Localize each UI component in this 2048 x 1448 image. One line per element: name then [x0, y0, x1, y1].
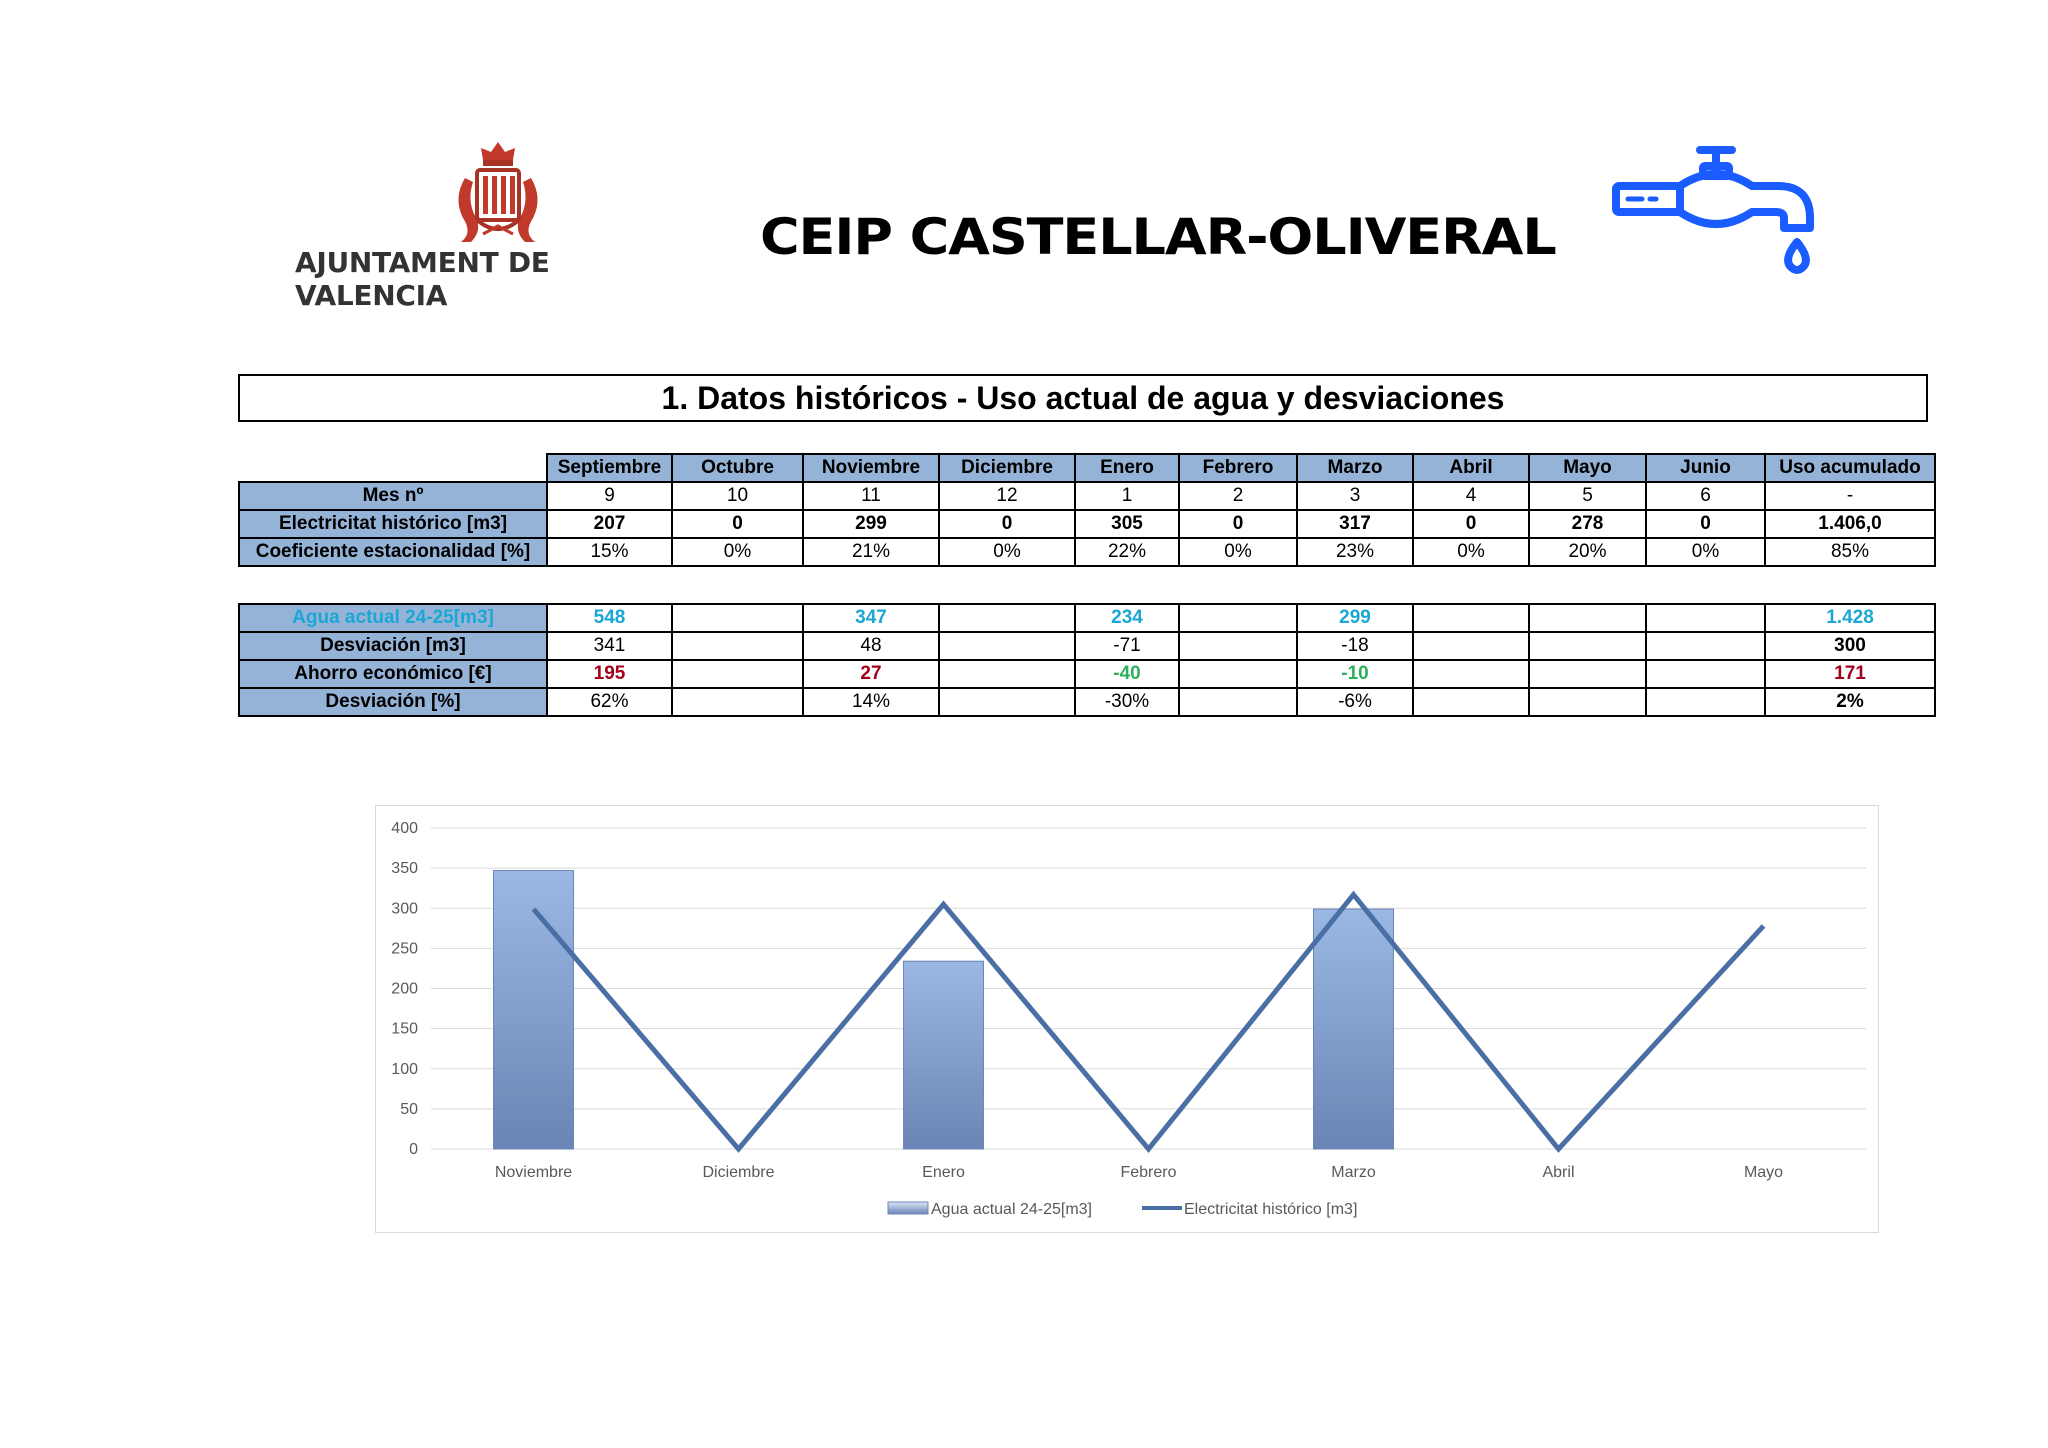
table-cell: 305 [1075, 510, 1179, 538]
table-cell [939, 688, 1075, 716]
page-header [0, 0, 2048, 312]
table-cell: 5 [1529, 482, 1646, 510]
water-usage-chart [376, 806, 1878, 1232]
legend-swatch-bar [888, 1202, 928, 1214]
table-cell: 23% [1297, 538, 1413, 566]
table-cell: 234 [1075, 604, 1179, 632]
table-cell [1413, 632, 1529, 660]
x-tick-label: Febrero [1120, 1164, 1177, 1181]
table-cell: 10 [672, 482, 803, 510]
table-row [239, 604, 1935, 632]
table-row [239, 538, 1935, 566]
section-title: 1. Datos históricos - Uso actual de agua y desviaciones [238, 374, 1928, 422]
y-tick-label: 0 [409, 1141, 418, 1158]
table-cell [1179, 688, 1297, 716]
table-cell: 0% [939, 538, 1075, 566]
table-cell: 171 [1765, 660, 1935, 688]
row-label: Agua actual 24-25[m3] [239, 604, 547, 632]
table-cell: 299 [1297, 604, 1413, 632]
x-tick-label: Mayo [1743, 1164, 1784, 1181]
table-cell [672, 660, 803, 688]
table-cell [1413, 660, 1529, 688]
table-cell: 548 [547, 604, 672, 632]
table-cell: 1.428 [1765, 604, 1935, 632]
table-cell [1646, 660, 1765, 688]
city-coat-of-arms-icon [443, 138, 553, 248]
table-cell: -71 [1075, 632, 1179, 660]
table-cell [1529, 604, 1646, 632]
x-tick-label: Enero [922, 1164, 965, 1181]
table-cell: 347 [803, 604, 939, 632]
table-cell: -40 [1075, 660, 1179, 688]
row-label: Mes nº [239, 482, 547, 510]
column-header: Enero [1075, 454, 1179, 482]
table-cell [1179, 632, 1297, 660]
column-header: Mayo [1529, 454, 1646, 482]
y-tick-label: 200 [391, 980, 418, 998]
table-cell [939, 632, 1075, 660]
table-cell [1646, 604, 1765, 632]
y-tick-label: 100 [391, 1060, 418, 1078]
row-label: Coeficiente estacionalidad [%] [239, 538, 547, 566]
column-header: Abril [1413, 454, 1529, 482]
table-cell: -6% [1297, 688, 1413, 716]
table-cell [672, 688, 803, 716]
table-cell: -18 [1297, 632, 1413, 660]
table-row [239, 482, 1935, 510]
table-cell: 195 [547, 660, 672, 688]
bar-agua-actual [904, 961, 984, 1149]
legend-label-line: Electricitat histórico [m3] [1184, 1201, 1358, 1218]
table-cell: 278 [1529, 510, 1646, 538]
table-cell: 6 [1646, 482, 1765, 510]
table-cell [1529, 688, 1646, 716]
table-cell: 62% [547, 688, 672, 716]
school-name: CEIP CASTELLAR-OLIVERAL [760, 208, 1556, 266]
table-cell: 12 [939, 482, 1075, 510]
table-cell: 48 [803, 632, 939, 660]
logo-text: AJUNTAMENT DE VALENCIA [295, 246, 550, 312]
table-cell: 14% [803, 688, 939, 716]
table-cell: 317 [1297, 510, 1413, 538]
bar-agua-actual [1314, 909, 1394, 1149]
table-cell [1646, 632, 1765, 660]
row-label: Ahorro económico [€] [239, 660, 547, 688]
column-header: Febrero [1179, 454, 1297, 482]
table-cell: 0 [939, 510, 1075, 538]
x-tick-label: Noviembre [494, 1164, 573, 1181]
column-header: Junio [1646, 454, 1765, 482]
water-tap-icon [1610, 144, 1825, 274]
table-cell: - [1765, 482, 1935, 510]
table-cell: 300 [1765, 632, 1935, 660]
chart-legend [888, 1201, 1357, 1218]
table-cell: 0% [672, 538, 803, 566]
y-tick-label: 50 [400, 1100, 418, 1118]
table-cell [1646, 688, 1765, 716]
x-tick-label: Diciembre [702, 1164, 775, 1181]
column-header: Diciembre [939, 454, 1075, 482]
row-label: Desviación [m3] [239, 632, 547, 660]
legend-label-bar: Agua actual 24-25[m3] [931, 1201, 1092, 1218]
line-electricitat-historico [534, 895, 1764, 1149]
table-cell: 11 [803, 482, 939, 510]
table-cell: 22% [1075, 538, 1179, 566]
table-cell [1529, 632, 1646, 660]
table-cell [1179, 660, 1297, 688]
row-label: Desviación [%] [239, 688, 547, 716]
table-cell: 341 [547, 632, 672, 660]
table-cell [1413, 688, 1529, 716]
table-cell: 0 [1646, 510, 1765, 538]
table-cell: 0 [1179, 510, 1297, 538]
table-cell [672, 632, 803, 660]
table-cell: 0 [1413, 510, 1529, 538]
table-cell: 3 [1297, 482, 1413, 510]
table-row [239, 510, 1935, 538]
table-cell: 85% [1765, 538, 1935, 566]
table-cell: 2% [1765, 688, 1935, 716]
table-cell: 1.406,0 [1765, 510, 1935, 538]
column-header: Septiembre [547, 454, 672, 482]
table-cell: 0% [1413, 538, 1529, 566]
column-header: Octubre [672, 454, 803, 482]
table-cell [672, 604, 803, 632]
row-label: Electricitat histórico [m3] [239, 510, 547, 538]
chart-container [375, 805, 1879, 1233]
y-tick-label: 250 [391, 940, 418, 958]
table-cell: -30% [1075, 688, 1179, 716]
current-usage-table [238, 603, 1936, 717]
y-tick-label: 350 [391, 860, 418, 878]
table-cell: 0% [1646, 538, 1765, 566]
column-header: Noviembre [803, 454, 939, 482]
table-cell: 0% [1179, 538, 1297, 566]
table-cell: 27 [803, 660, 939, 688]
historical-data-table [238, 453, 1936, 567]
table-cell: 4 [1413, 482, 1529, 510]
table-cell: 15% [547, 538, 672, 566]
table-cell: 0 [672, 510, 803, 538]
table-cell: -10 [1297, 660, 1413, 688]
table-cell: 1 [1075, 482, 1179, 510]
table-cell: 299 [803, 510, 939, 538]
table-cell [1179, 604, 1297, 632]
table-cell [1413, 604, 1529, 632]
table-cell: 2 [1179, 482, 1297, 510]
column-header: Uso acumulado [1765, 454, 1935, 482]
table-cell: 20% [1529, 538, 1646, 566]
table-row [239, 660, 1935, 688]
table-cell [939, 660, 1075, 688]
y-tick-label: 400 [391, 820, 418, 837]
table-header-row [239, 454, 1935, 482]
y-tick-label: 150 [391, 1020, 418, 1038]
column-header: Marzo [1297, 454, 1413, 482]
table-cell: 9 [547, 482, 672, 510]
table-row [239, 632, 1935, 660]
table-cell [1529, 660, 1646, 688]
ajuntament-logo [290, 138, 710, 312]
table-row [239, 688, 1935, 716]
x-tick-label: Marzo [1331, 1164, 1376, 1181]
y-tick-label: 300 [391, 900, 418, 918]
table-cell: 207 [547, 510, 672, 538]
x-tick-label: Abril [1542, 1164, 1575, 1181]
table-cell [939, 604, 1075, 632]
table-cell: 21% [803, 538, 939, 566]
table-corner [239, 454, 547, 482]
